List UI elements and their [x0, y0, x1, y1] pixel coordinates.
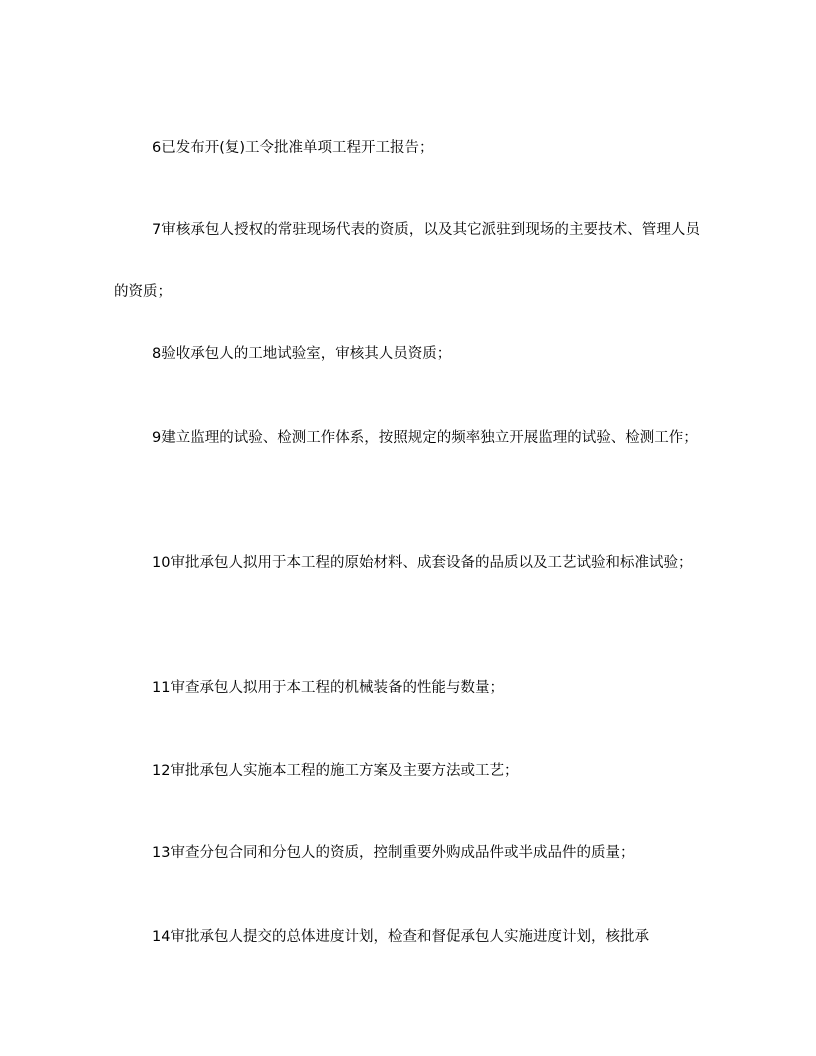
paragraph-item-6: 6已发布开(复)工令批准单项工程开工报告；: [152, 140, 434, 156]
paragraph-item-12: 12审批承包人实施本工程的施工方案及主要方法或工艺；: [152, 763, 519, 779]
paragraph-item-9: 9建立监理的试验、检测工作体系，按照规定的频率独立开展监理的试验、检测工作；: [152, 430, 698, 446]
paragraph-item-14: 14审批承包人提交的总体进度计划，检查和督促承包人实施进度计划，核批承: [152, 929, 649, 945]
paragraph-item-13: 13审查分包合同和分包人的资质，控制重要外购成品件或半成品件的质量；: [152, 845, 635, 861]
paragraph-item-7: 7审核承包人授权的常驻现场代表的资质，以及其它派驻到现场的主要技术、管理人员的资质；: [114, 222, 700, 300]
paragraph-item-8: 8验收承包人的工地试验室，审核其人员资质；: [152, 346, 452, 362]
paragraph-item-10: 10审批承包人拟用于本工程的原始材料、成套设备的品质以及工艺试验和标准试验；: [152, 555, 693, 571]
paragraph-item-11: 11审查承包人拟用于本工程的机械装备的性能与数量；: [152, 680, 504, 696]
